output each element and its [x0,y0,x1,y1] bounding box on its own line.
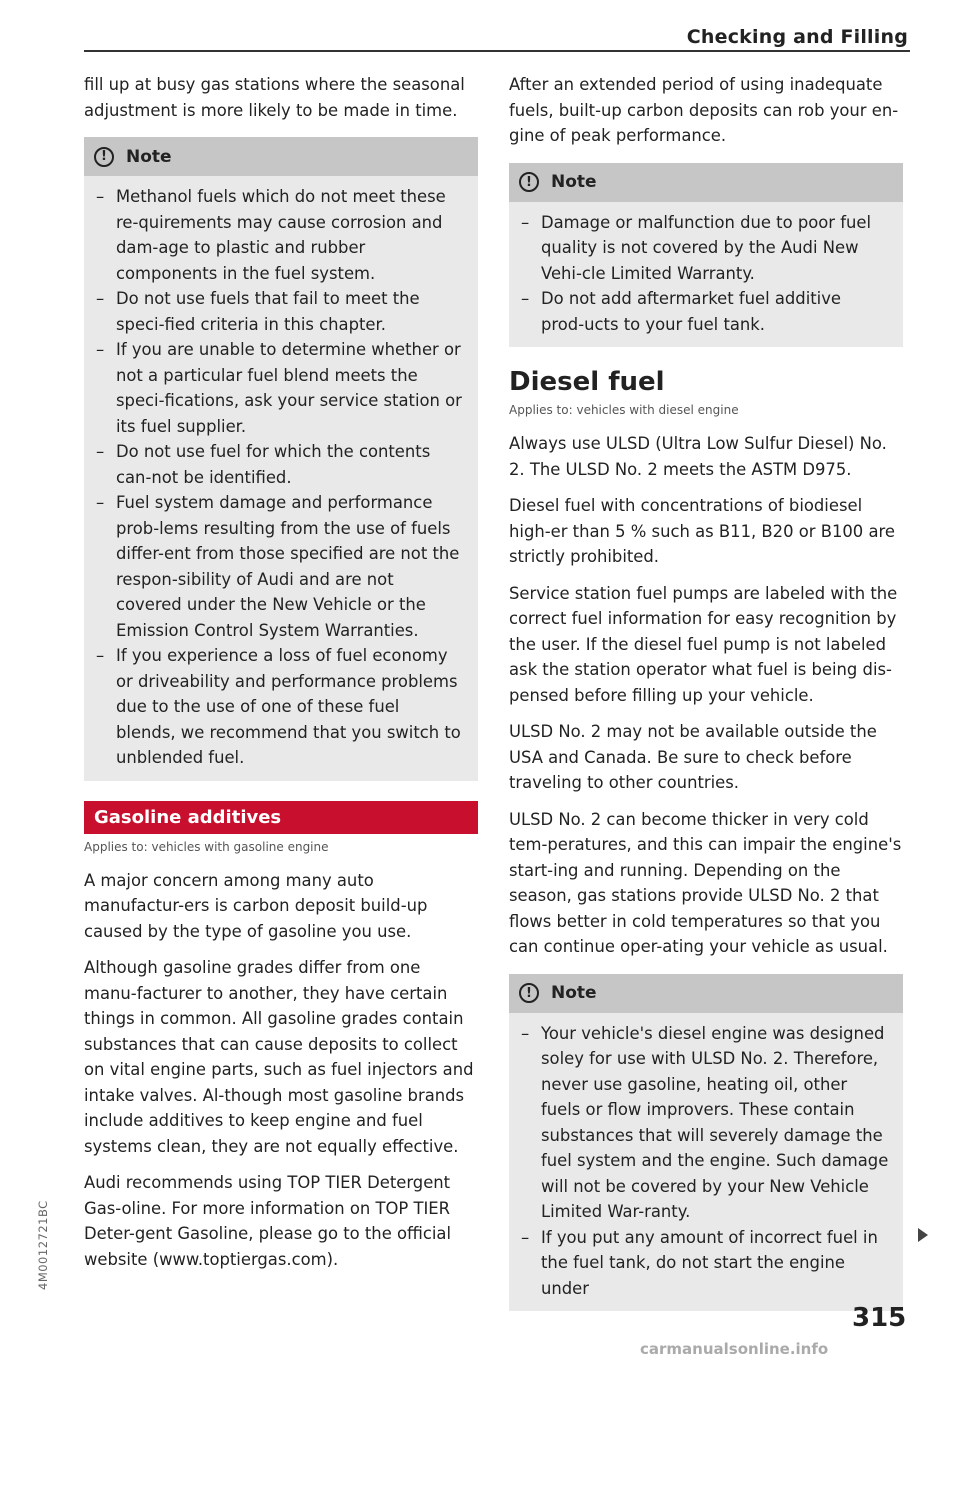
note-list [509,1013,903,1312]
note-item: – If you put any amount of incorrect fuel in the fuel tank, do not start the engine under [521,1225,889,1302]
note-icon: ! [519,983,539,1003]
page-header-title: Checking and Filling [686,26,908,48]
note-title: Note [551,983,597,1003]
side-document-code: 4M0012721BC [36,1200,50,1290]
paragraph: Audi recommends using TOP TIER Detergent Gas-oline. For more information on TOP TIER Deter-gent Gasoline, please go to the official website (www.toptiergas.com). [84,1173,452,1269]
paragraph: ULSD No. 2 can become thicker in very cold tem-peratures, and this can impair the engine's start-ing and running. Depending on the season, gas stations provide ULSD No. 2 that flows better in cold temperatures so that you can continue oper-ating your vehicle as usual. [509,809,902,956]
section-heading-gasoline-additives: Gasoline additives [84,801,478,834]
note-title: Note [126,146,172,167]
left-intro: fill up at busy gas stations where the seasonal adjustment is more likely to be made in time. [84,75,465,120]
page-number: 315 [852,1303,907,1333]
paragraph: Service station fuel pumps are labeled with the correct fuel information for easy recognition by the user. If the diesel fuel pump is not labeled ask the station operator what fuel is being dis-pensed before filling up your vehicle. [509,583,898,705]
paragraph: ULSD No. 2 may not be available outside the USA and Canada. Be sure to check before traveling to other countries. [509,722,877,792]
side-code-wrap [18,1200,50,1490]
continue-arrow-icon [918,1228,928,1242]
note-item: – Do not use fuel for which the contents can-not be identified. [96,439,464,490]
note-item: – Damage or malfunction due to poor fuel quality is not covered by the Audi New Vehi-cle Limited Warranty. [521,210,889,287]
note-item: – Do not use fuels that fail to meet the speci-fied criteria in this chapter. [96,286,464,337]
note-header [509,974,903,1013]
note-header [509,163,903,202]
right-intro: After an extended period of using inadequate fuels, built-up carbon deposits can rob your en-gine of peak performance. [509,75,899,145]
paragraph: A major concern among many auto manufactur-ers is carbon deposit build-up caused by the type of gasoline you use. [84,870,428,941]
header-rule [84,50,910,52]
left-column [84,72,478,1283]
section-heading-diesel-fuel: Diesel fuel [509,367,665,397]
right-column [509,72,903,1331]
applies-to-gasoline: Applies to: vehicles with gasoline engine [84,839,329,854]
note-icon: ! [519,172,539,192]
note-box-methanol [84,137,478,781]
watermark: carmanualsonline.info [640,1340,829,1358]
note-header [84,137,478,176]
note-list [84,176,478,781]
note-icon: ! [94,147,114,167]
note-item: – Your vehicle's diesel engine was designed soley for use with ULSD No. 2. Therefore, never use gasoline, heating oil, other fuels or flow improvers. These contain substances that will severely damage the fuel system and the engine. Such damage will not be covered by your New Vehicle Limited War-ranty. [521,1021,889,1225]
note-item: – If you experience a loss of fuel economy or driveability and performance problems due to the use of one of these fuel blends, we recommend that you switch to unblended fuel. [96,643,464,771]
applies-to-diesel: Applies to: vehicles with diesel engine [509,403,739,417]
note-list [509,202,903,348]
note-item: – Fuel system damage and performance prob-lems resulting from the use of fuels differ-ent from those specified are not the respon-sibility of Audi and are not covered under the New Vehicle or the Emission Control System Warranties. [96,490,464,643]
note-title: Note [551,172,597,192]
note-item: – Methanol fuels which do not meet these re-quirements may cause corrosion and dam-age to plastic and rubber components in the fuel system. [96,184,464,286]
note-box-warranty [509,163,903,348]
note-box-diesel [509,974,903,1312]
note-item: – Do not add aftermarket fuel additive prod-ucts to your fuel tank. [521,286,889,337]
note-item: – If you are unable to determine whether or not a particular fuel blend meets the speci-fications, ask your service station or its fuel supplier. [96,337,464,439]
paragraph: Diesel fuel with concentrations of biodiesel high-er than 5 % such as B11, B20 or B100 are strictly prohibited. [509,496,895,566]
paragraph: Always use ULSD (Ultra Low Sulfur Diesel) No. 2. The ULSD No. 2 meets the ASTM D975. [509,434,887,479]
paragraph: Although gasoline grades differ from one manu-facturer to another, they have certain things in common. All gasoline grades contain substances that can cause deposits to collect on vital engine parts, such as fuel injectors and intake valves. Al-though most gasoline brands include additives to keep engine and fuel systems clean, they are not equally effective. [84,958,474,1156]
